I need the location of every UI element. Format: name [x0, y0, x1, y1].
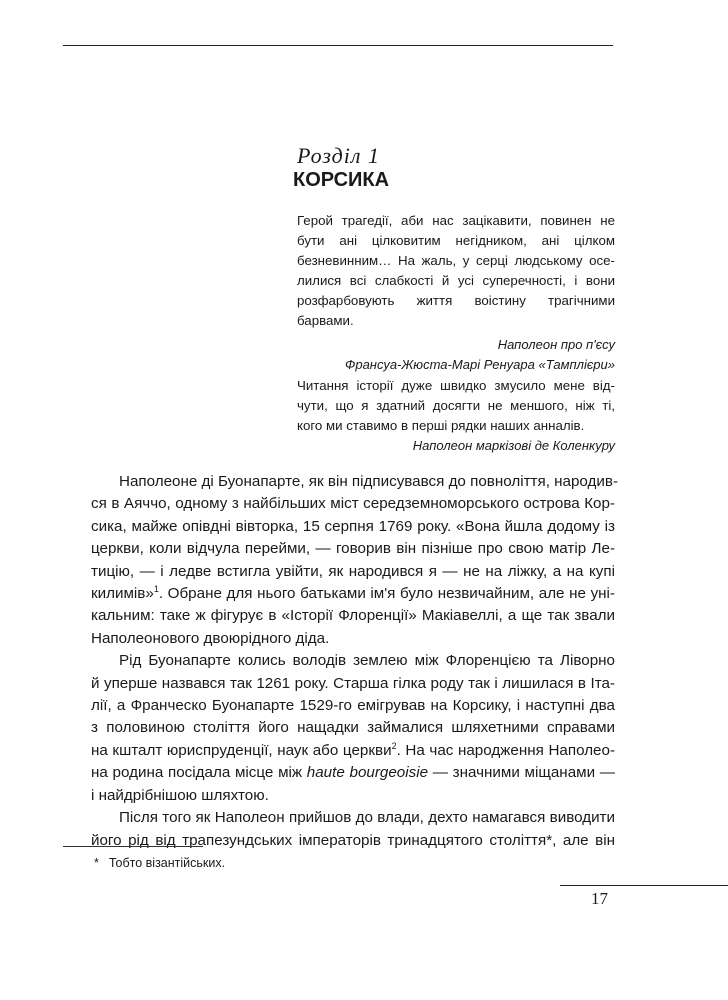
header-rule — [63, 45, 613, 46]
epigraph-source-line: Наполеон про п'єсу — [497, 337, 615, 352]
text-line: Рід Буонапарте колись володів землею між Флоренцією та Ліворно — [119, 652, 615, 670]
epigraph-line: барвами. — [297, 313, 354, 328]
epigraph-line: Герой трагедії, аби нас зацікавити, повинен не — [297, 213, 615, 228]
text-line: на родина посідала місце між haute bourgeoisie — значними міщанами — — [91, 764, 615, 782]
text-line: Після того як Наполеон прийшов до влади, дехто намагався виводити — [119, 809, 615, 827]
footnote — [94, 856, 225, 870]
epigraph-1-text — [297, 211, 615, 331]
main-text — [91, 471, 619, 852]
text-line: Наполеоне ді Буонапарте, як він підписувався до повноліття, народив- — [119, 473, 619, 490]
page-number: 17 — [591, 889, 608, 908]
text-line: й уперше назвався так 1261 року. Старша гілка роду так і лишилася в Іта- — [91, 674, 615, 692]
text-line: церкви, коли відчула перейми, — говорив він пізніше про свою матір Ле- — [91, 540, 615, 558]
chapter-title: КОРСИКА — [293, 169, 390, 191]
text-line: сика, майже опівдні вівторка, 15 серпня 1769 року. «Вона йшла додому із — [91, 517, 615, 535]
epigraph-line: безневинним… На жаль, у серці людському осе- — [297, 253, 615, 268]
text-line: килимів»$^1$. Обране для нього батьками ім'я було незвичайним, але не уні- — [91, 583, 615, 603]
text-line: лії, а Франческо Буонапарте 1529-го емігрував на Корсику, і наступні два — [91, 697, 615, 715]
epigraph-2-source — [297, 436, 615, 456]
footnote-text: Тобто візантійських. — [108, 856, 226, 870]
epigraph-line: лилися всі слабкості й усі суперечності, і вони — [297, 273, 615, 288]
epigraph-2 — [297, 376, 615, 456]
epigraph-line: бути ані цілковитим негідником, ані цілком — [297, 233, 615, 248]
text-line: його рід від трапезундських імператорів тринадцятого століття*, але він — [91, 831, 615, 849]
epigraph-source-line: Франсуа-Жюста-Марі Ренуара «Тамплієри» — [345, 357, 615, 372]
text-line: ся в Аяччо, одному з найбільших міст середземноморського острова Кор- — [91, 495, 615, 513]
text-line: і найдрібнішою шляхтою. — [91, 786, 269, 804]
text-line: на кшталт юриспруденції, наук або церкви$^2$. На час народження Наполео- — [91, 740, 616, 759]
epigraph-line: чути, що я здатний досягти не меншого, ніж ті, — [297, 398, 615, 413]
epigraph-source-line: Наполеон маркізові де Коленкуру — [412, 438, 615, 453]
footnote-ref: 1 — [153, 583, 159, 594]
text-line: з половиною століття його нащадки займалися шляхетними справами — [91, 719, 615, 737]
epigraph-1-source — [297, 335, 615, 375]
text-line: кальним: таке ж фігурує в «Історії Флоренції» Макіавеллі, а ще так звали — [91, 607, 615, 625]
epigraph-1 — [297, 211, 615, 375]
footnote-mark: * — [94, 856, 99, 870]
footnote-ref: 2 — [391, 740, 397, 751]
epigraph-line: кого ми ставимо в перші рядки наших анналів. — [297, 418, 585, 433]
text-line: тицію, — і ледве встигла увійти, як народився я — не на ліжку, а на купі — [91, 562, 615, 580]
epigraph-2-text — [297, 376, 615, 436]
chapter-label: Розділ 1 — [297, 143, 380, 168]
epigraph-line: Читання історії дуже швидко змусило мене від- — [297, 378, 615, 393]
footnote-rule — [63, 846, 203, 847]
epigraph-line: розфарбовують життя воістину трагічними — [297, 293, 615, 308]
page-number-rule — [560, 885, 728, 886]
text-line: Наполеонового двоюрідного діда. — [91, 629, 330, 647]
